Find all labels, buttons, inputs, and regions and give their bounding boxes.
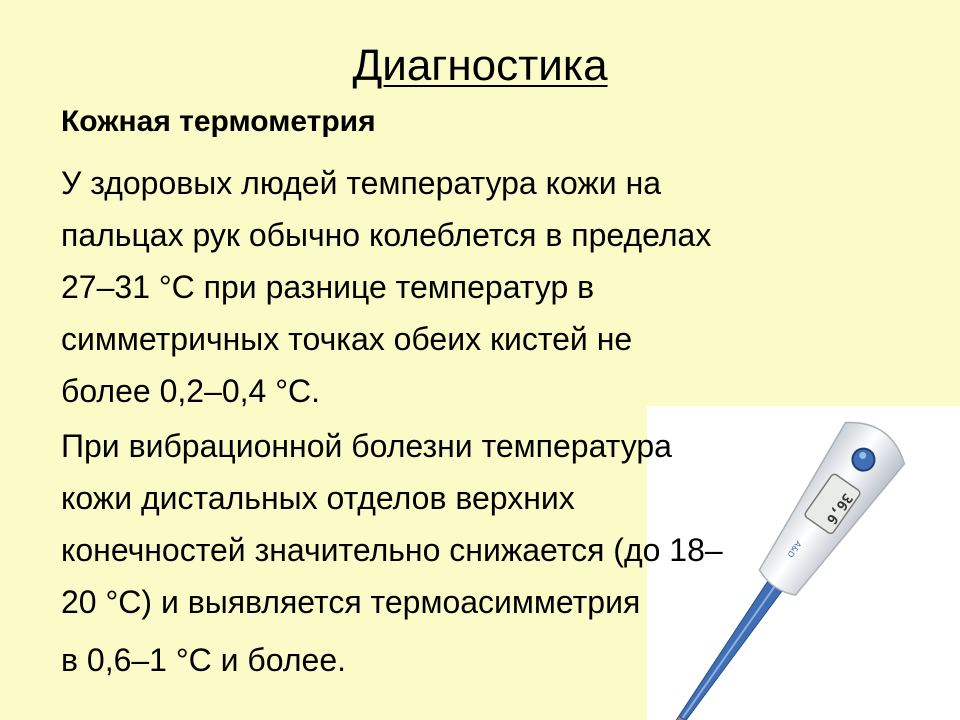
- thermometer-display-value: 36,6: [822, 490, 856, 527]
- text-line: конечностей значительно снижается (до 18–: [61, 532, 723, 568]
- svg-text:A&D: A&D: [785, 539, 804, 559]
- slide-title: Диагностика: [352, 41, 608, 90]
- text-line: кожи дистальных отделов верхних: [61, 480, 575, 516]
- text-line: пальцах рук обычно колеблется в пределах: [61, 217, 712, 253]
- text-line: У здоровых людей температура кожи на: [61, 165, 662, 201]
- slide-subtitle: Кожная термометрия: [61, 105, 376, 138]
- text-line: более 0,2–0,4 °С.: [61, 373, 321, 409]
- text-line: симметричных точках обеих кистей не: [61, 321, 633, 357]
- text-line: 20 °С) и выявляется термоасимметрия: [61, 584, 641, 620]
- paragraph-normal-temperature: [61, 157, 711, 417]
- text-line: При вибрационной болезни температура: [61, 428, 672, 464]
- paragraph-asymmetry-value: в 0,6–1 °С и более.: [61, 642, 346, 678]
- paragraph-vibration-disease: [61, 420, 723, 628]
- text-line: 27–31 °С при разнице температур в: [61, 269, 595, 305]
